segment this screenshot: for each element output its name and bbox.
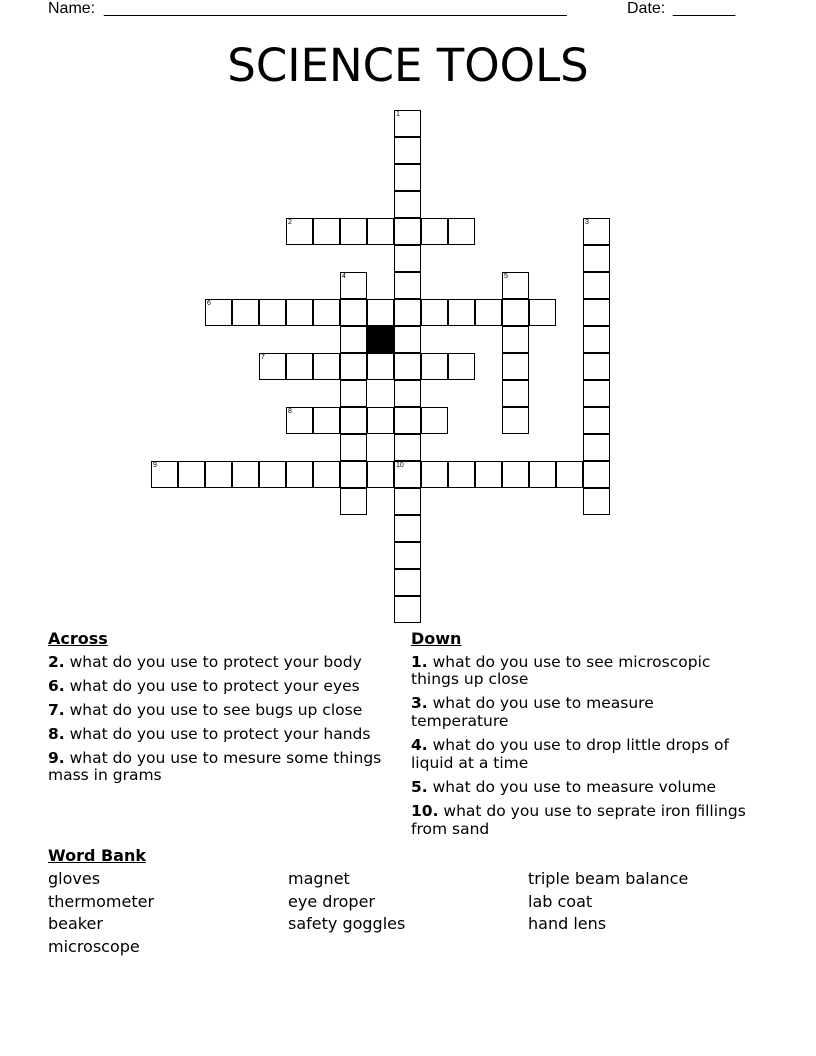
clue-number: 2 (288, 219, 292, 226)
word-bank-item: thermometer (48, 892, 155, 911)
page-title: SCIENCE TOOLS (227, 39, 589, 92)
grid-cell[interactable] (394, 407, 421, 434)
word-bank-item: safety goggles (288, 914, 406, 933)
across-clue-9-line2: mass in grams (48, 766, 162, 784)
across-clue-6: 6. what do you use to protect your eyes (48, 677, 360, 695)
grid-cell[interactable] (394, 596, 421, 623)
grid-cell[interactable] (259, 461, 286, 488)
grid-cell[interactable] (394, 326, 421, 353)
word-bank-item: beaker (48, 914, 103, 933)
clue-number: 5 (504, 273, 508, 280)
grid-cell[interactable] (340, 353, 367, 380)
across-clue-2: 2. what do you use to protect your body (48, 653, 362, 671)
clue-number: 9 (153, 462, 157, 469)
grid-cell[interactable] (421, 407, 448, 434)
grid-cell[interactable] (313, 353, 340, 380)
grid-cell[interactable] (394, 218, 421, 245)
across-clue-7: 7. what do you use to see bugs up close (48, 701, 363, 719)
grid-cell[interactable] (583, 326, 610, 353)
grid-cell[interactable] (502, 380, 529, 407)
grid-cell[interactable] (367, 353, 394, 380)
grid-cell[interactable] (421, 218, 448, 245)
grid-cell[interactable] (178, 461, 205, 488)
grid-cell[interactable] (394, 515, 421, 542)
grid-cell[interactable] (367, 299, 394, 326)
grid-cell[interactable] (367, 461, 394, 488)
clue-number: 4 (342, 273, 346, 280)
grid-cell[interactable] (394, 542, 421, 569)
down-clue-3-line2: temperature (411, 712, 509, 730)
date-line: _______ (673, 0, 736, 17)
grid-cell[interactable] (583, 299, 610, 326)
grid-cell[interactable] (313, 299, 340, 326)
grid-cell[interactable] (340, 326, 367, 353)
grid-cell[interactable] (448, 299, 475, 326)
word-bank-item: hand lens (528, 914, 607, 933)
grid-cell[interactable] (448, 461, 475, 488)
grid-cell[interactable] (394, 272, 421, 299)
grid-cell[interactable] (583, 353, 610, 380)
grid-cell[interactable] (259, 299, 286, 326)
grid-cell[interactable] (394, 434, 421, 461)
grid-cell[interactable] (583, 380, 610, 407)
clue-number: 1 (396, 111, 400, 118)
name-label: Name: (48, 0, 96, 17)
grid-cell[interactable] (583, 488, 610, 515)
grid-cell[interactable] (394, 569, 421, 596)
grid-cell[interactable] (502, 326, 529, 353)
grid-cell[interactable] (583, 461, 610, 488)
down-clue-4: 4. what do you use to drop little drops of (411, 736, 729, 754)
grid-cell[interactable] (556, 461, 583, 488)
grid-cell[interactable] (340, 299, 367, 326)
grid-cell[interactable] (286, 353, 313, 380)
grid-cell[interactable] (529, 299, 556, 326)
across-clue-9: 9. what do you use to mesure some things (48, 749, 382, 767)
grid-cell[interactable] (394, 164, 421, 191)
grid-cell[interactable] (394, 191, 421, 218)
grid-cell[interactable] (502, 407, 529, 434)
clue-number: 8 (288, 408, 292, 415)
grid-cell[interactable] (448, 353, 475, 380)
clue-number: 6 (207, 300, 211, 307)
down-clue-10: 10. what do you use to seprate iron fillings (411, 802, 746, 820)
grid-cell[interactable] (340, 407, 367, 434)
grid-cell[interactable] (340, 218, 367, 245)
grid-cell[interactable] (367, 407, 394, 434)
word-bank-item: lab coat (528, 892, 593, 911)
grid-cell[interactable] (502, 353, 529, 380)
down-clue-5: 5. what do you use to measure volume (411, 778, 717, 796)
grid-cell[interactable] (583, 245, 610, 272)
across-clue-8: 8. what do you use to protect your hands (48, 725, 371, 743)
down-clue-4-line2: liquid at a time (411, 754, 529, 772)
grid-cell[interactable] (502, 461, 529, 488)
grid-cell[interactable] (583, 434, 610, 461)
grid-cell[interactable] (394, 137, 421, 164)
grid-cell[interactable] (340, 434, 367, 461)
grid-cell[interactable] (421, 353, 448, 380)
grid-cell[interactable] (394, 299, 421, 326)
grid-cell[interactable] (340, 380, 367, 407)
grid-cell[interactable] (205, 461, 232, 488)
name-line: ____________________________________________________ (104, 0, 567, 17)
grid-cell[interactable] (475, 299, 502, 326)
clue-number: 7 (261, 354, 265, 361)
clue-number: 3 (585, 219, 589, 226)
word-bank-item: gloves (48, 869, 101, 888)
down-clue-1-line2: things up close (411, 670, 529, 688)
grid-cell[interactable] (394, 488, 421, 515)
grid-cell[interactable] (313, 407, 340, 434)
grid-cell[interactable] (340, 461, 367, 488)
grid-cell[interactable] (367, 218, 394, 245)
clue-number: 10 (396, 462, 404, 469)
down-heading: Down (411, 629, 462, 648)
grid-cell[interactable] (286, 461, 313, 488)
grid-cell[interactable] (583, 272, 610, 299)
grid-cell[interactable] (313, 218, 340, 245)
word-bank-item: triple beam balance (528, 869, 689, 888)
grid-cell[interactable] (394, 353, 421, 380)
grid-cell[interactable] (286, 299, 313, 326)
down-clue-10-line2: from sand (411, 820, 490, 838)
grid-cell[interactable] (421, 299, 448, 326)
word-bank-item: magnet (288, 869, 350, 888)
grid-cell[interactable] (232, 461, 259, 488)
grid-cell[interactable] (394, 380, 421, 407)
grid-cell[interactable] (448, 218, 475, 245)
grid-cell[interactable] (583, 407, 610, 434)
grid-cell[interactable] (232, 299, 259, 326)
grid-cell[interactable] (475, 461, 502, 488)
down-clue-3: 3. what do you use to measure (411, 694, 654, 712)
grid-cell[interactable] (340, 488, 367, 515)
grid-cell[interactable] (502, 299, 529, 326)
date-label: Date: (627, 0, 666, 17)
grid-cell[interactable] (313, 461, 340, 488)
word-bank-heading: Word Bank (48, 846, 147, 865)
word-bank-item: microscope (48, 937, 140, 956)
word-bank-item: eye droper (288, 892, 375, 911)
grid-cell[interactable] (421, 461, 448, 488)
grid-cell[interactable] (529, 461, 556, 488)
down-clue-1: 1. what do you use to see microscopic (411, 653, 711, 671)
across-heading: Across (48, 629, 108, 648)
grid-cell[interactable] (394, 245, 421, 272)
black-cell (367, 326, 394, 353)
